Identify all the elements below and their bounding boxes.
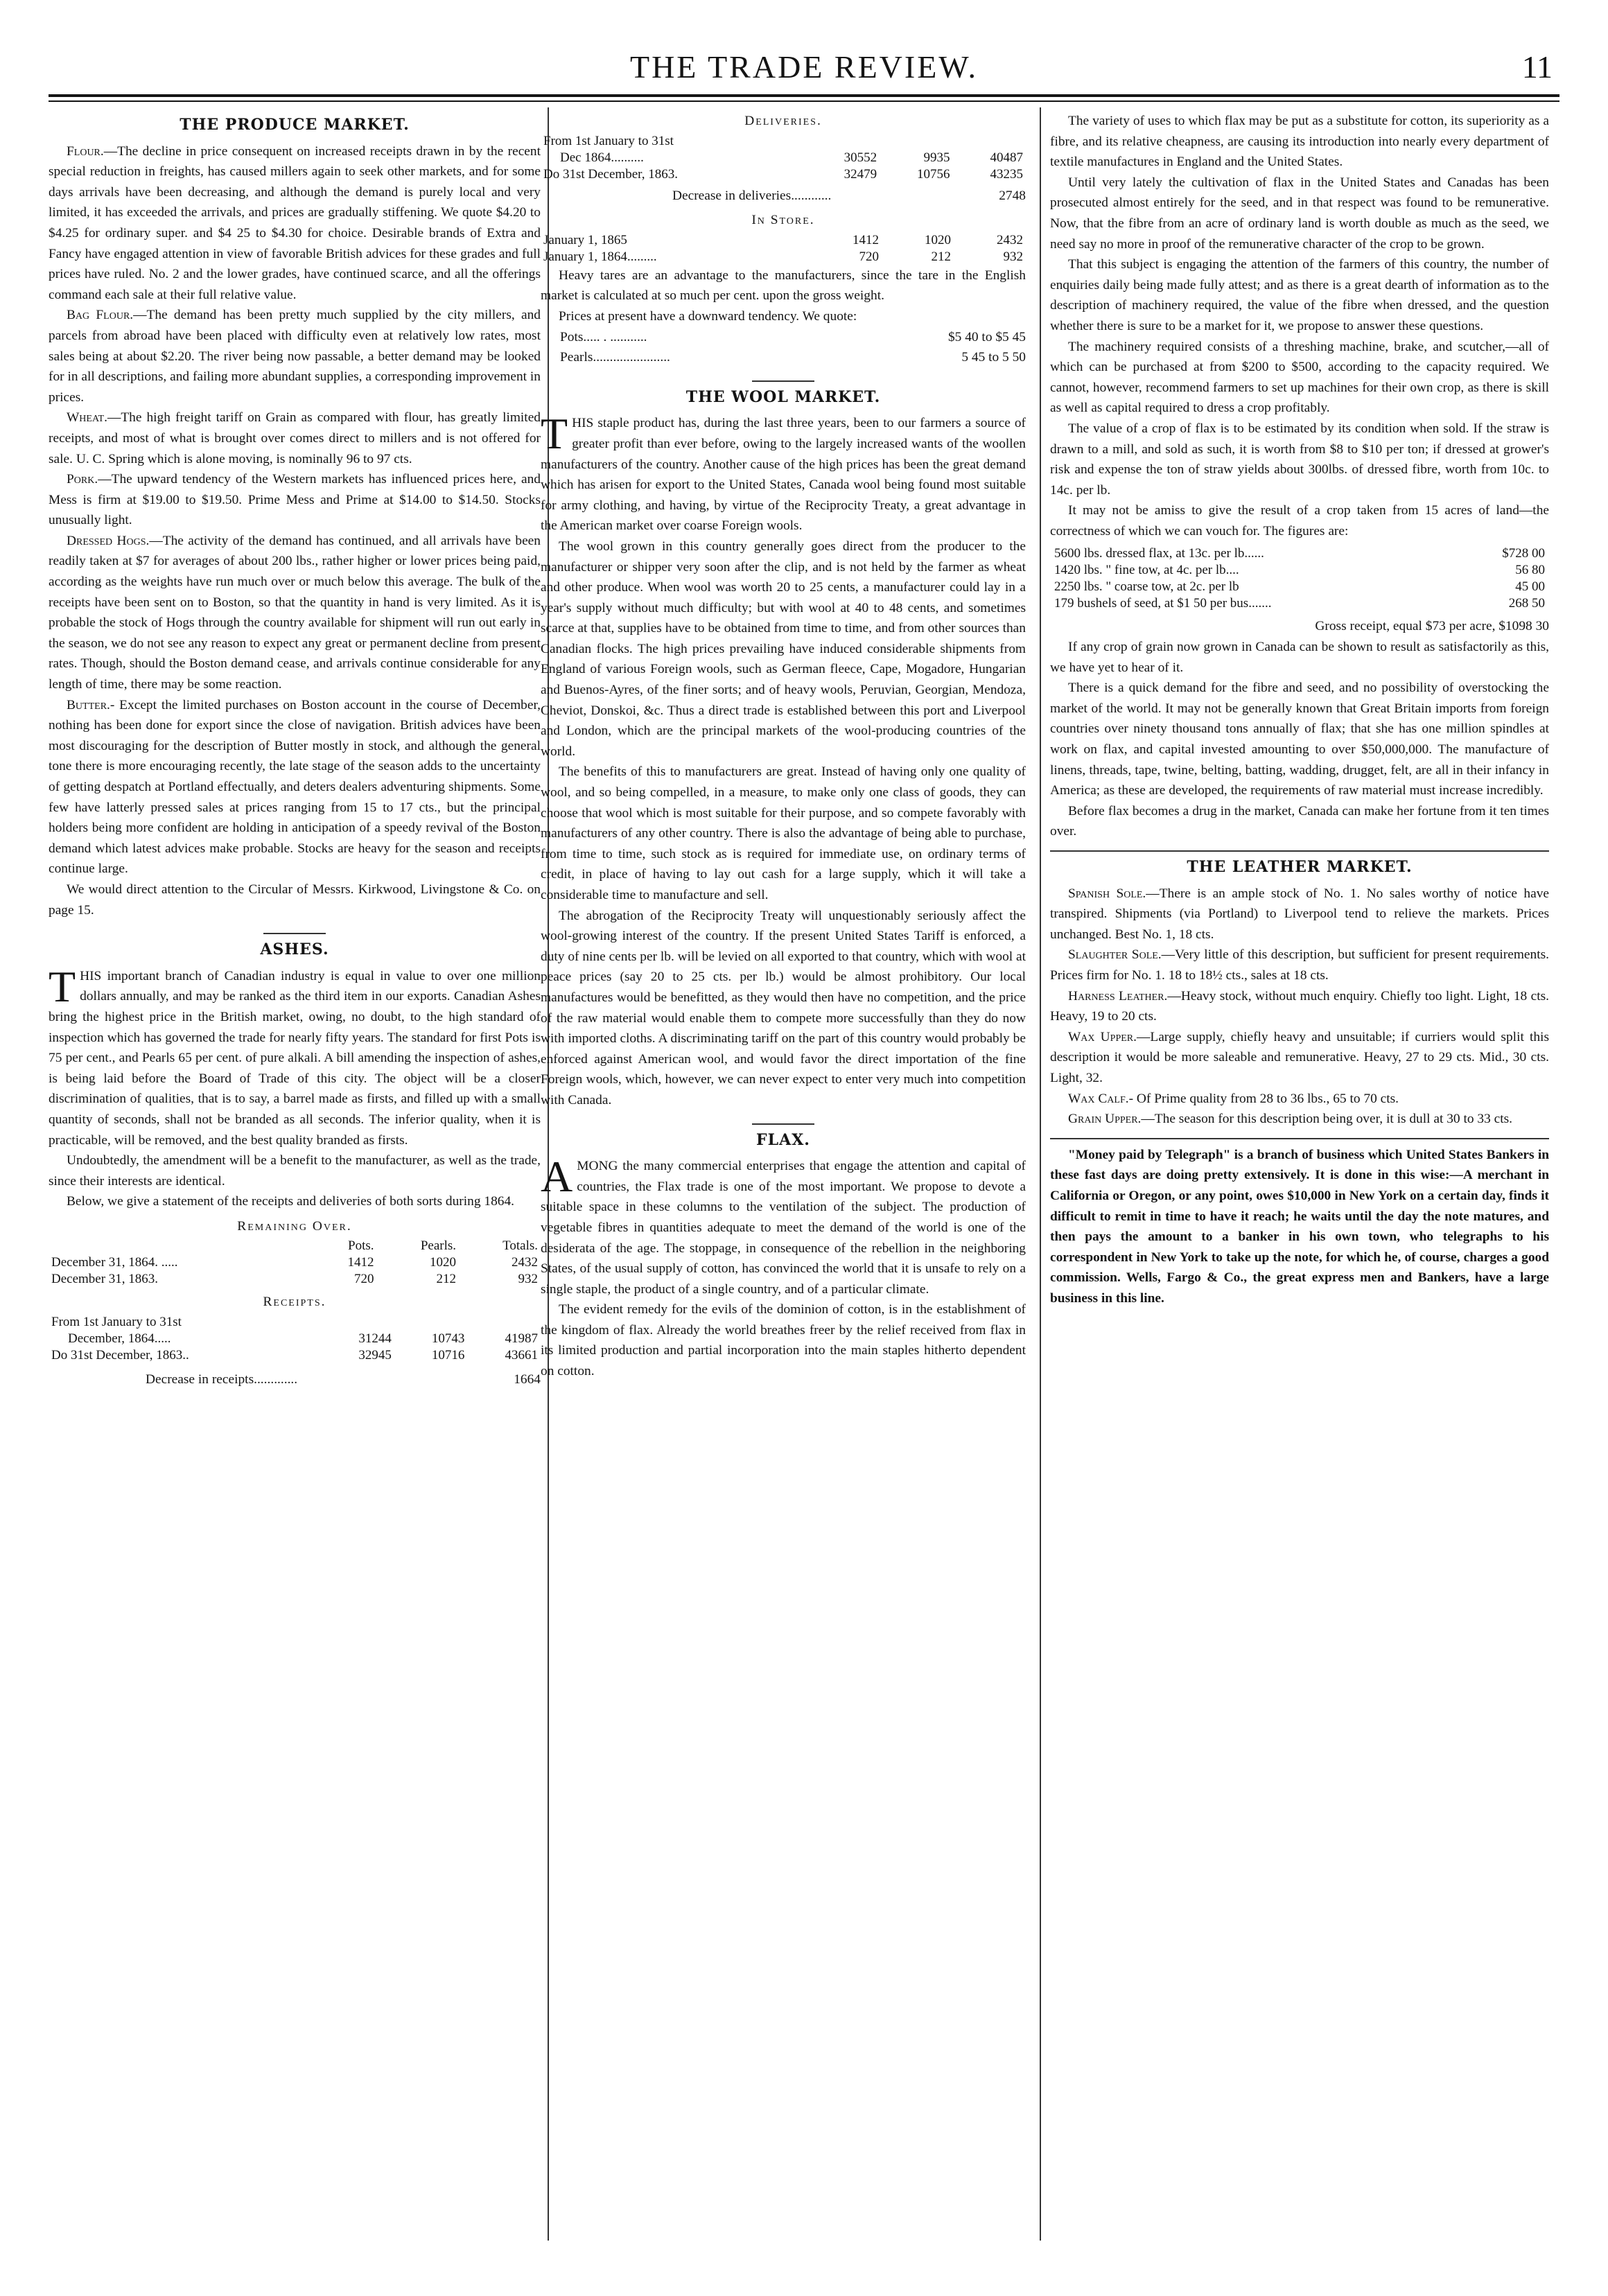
section-divider bbox=[752, 380, 814, 382]
butter-text: - Except the limited purchases on Boston account in the course of December, nothing has been done for export since the close of navigation. British advices have been most discouraging for the description of Butter mostly in stock, and although the general tone there is more encouraging recently, the late stage of the season adds to the uncertainty of getting despatch at Portland effectually, and deters dealers adventuring shipments. Some few have latterly pressed sales at prices ranging from 15 to 17 cts., but the principal holders being more confident are holding in anticipation of a speedy revival of the Boston demand which latest advices make probable. Stocks are heavy for the season and receipts continue large. bbox=[49, 697, 541, 877]
section-divider bbox=[752, 1123, 814, 1125]
wheat-label: Wheat. bbox=[67, 410, 107, 426]
bag-flour-label: Bag Flour. bbox=[67, 308, 134, 323]
column-divider bbox=[1040, 107, 1041, 2241]
section-divider bbox=[1050, 850, 1549, 852]
ashes-heading: ASHES. bbox=[260, 940, 329, 959]
table-row: December 31, 1863. 720 212 932 bbox=[51, 1272, 538, 1287]
prices-paragraph: Prices at present have a downward tendency. We quote: bbox=[559, 308, 857, 324]
hogs-label: Dressed Hogs. bbox=[67, 533, 150, 548]
remaining-over-heading: Remaining Over. bbox=[237, 1218, 352, 1234]
ashes-paragraph-3: Below, we give a statement of the receipts and deliveries of both sorts during 1864. bbox=[67, 1194, 515, 1209]
table-row: From 1st January to 31st bbox=[51, 1315, 182, 1330]
table-row: 179 bushels of seed, at $1 50 per bus....... 268 50 bbox=[1054, 596, 1545, 611]
flax-paragraph-4: Until very lately the cultivation of flax in the United States and Canadas has been prosecuted almost entirely for the seed, and in that respect was found to be remunerative. Now, that the fibre from an acre of ordinary land is worth double as much as the seed, we need say no more in proof of the remunerative character of the crop to be grown. bbox=[1050, 175, 1549, 252]
flax-heading: FLAX. bbox=[756, 1130, 810, 1149]
table-row: Do 31st December, 1863.. 32945 10716 43661 bbox=[51, 1348, 538, 1363]
section-divider bbox=[1050, 1138, 1549, 1139]
table-row: 1420 lbs. " fine tow, at 4c. per lb.... 56 80 bbox=[1054, 563, 1545, 578]
col-totals: Totals. bbox=[503, 1238, 538, 1254]
remaining-over-table bbox=[49, 1238, 541, 1288]
running-head bbox=[42, 43, 1566, 91]
pork-text: —The upward tendency of the Western markets has influenced prices here, and Mess is firm at $19.00 to $19.50. Prime Mess and Prime at $14.00 to $14.50. Stocks unusually light. bbox=[49, 472, 541, 528]
harness-leather-paragraph: Harness Leather.—Heavy stock, without much enquiry. Chiefly too light. Light, 18 cts. Heavy, 19 to 20 cts. bbox=[1050, 988, 1550, 1024]
wool-paragraph-3: The benefits of this to manufacturers are great. Instead of having only one quality of wool, and so being compelled, in a measure, to make only one class of goods, they can choose that wool which is most suitable for their purpose, and so compete favorably with manufacturers of any other country. There is also the advantage of being able to purchase, from time to time, such stock as is required for immediate use, on ordinary terms of credit, in place of having to lay out cash for a large supply, which it will take a considerable time to manufacture and sell. bbox=[541, 764, 1026, 902]
table-row: Dec 1864.......... 30552 9935 40487 bbox=[560, 150, 1023, 165]
deliveries-table bbox=[541, 133, 1026, 183]
flax-paragraph-1: AMONG the many commercial enterprises that engage the attention and capital of countries, the Flax trade is one of the most important. We propose to devote a suitable space in these columns to the ventilation of the subject. The production of vegetable fibres in quantities adequate to meet the demand of the world is one of the desiderata of the age. The stoppage, in consequence of the rebellion in the neighboring States, of the usual supply of cotton, has convinced the world that it is unsafe to rely on a single staple, the product of a single country, and of a particular climate. bbox=[541, 1152, 1026, 1297]
leather-market-heading: THE LEATHER MARKET. bbox=[1187, 858, 1413, 876]
table-row: From 1st January to 31st bbox=[543, 133, 674, 148]
flax-paragraph-2: The evident remedy for the evils of the dominion of cotton, is in the establishment of the kingdom of flax. Already the world breathes freer by the relief received from flax in its limited production and partial incorporation into the main staples hitherto dependent on cotton. bbox=[541, 1302, 1026, 1379]
wool-paragraph-1: THIS staple product has, during the last three years, been to our farmers a source of greater profit than ever before, owing to the largely increased wants of the woollen manufacturers of the country. Another cause of the high prices has been the great demand which has arisen for export to the United States, Canada wool being found most suitable for army clothing, and having, by virtue of the Reciprocity Treaty, a great advantage in the American market over coarse Foreign wools. bbox=[541, 409, 1026, 534]
table-header-row bbox=[49, 1238, 541, 1254]
bag-flour-text: —The demand has been pretty much supplied by the city millers, and parcels from abroad have been placed with difficulty even at relatively low rates, most sales being at about $2.20. The river being now passable, a better demand may be looked for in all descriptions, and failing more abundant supplies, a corresponding improvement in prices. bbox=[49, 308, 541, 405]
flax-paragraph-5: That this subject is engaging the attention of the farmers of this country, the number of enquiries daily being made fully attest; and as there is a great dearth of information as to the description of machinery required, the value of the fibre when dressed, and the question whether there is sure to be a market for it, we propose to answer these questions. bbox=[1050, 257, 1549, 333]
section-divider bbox=[263, 933, 326, 934]
ashes-paragraph-2: Undoubtedly, the amendment will be a benefit to the manufacturer, as well as the trade, since their interests are identical. bbox=[49, 1153, 541, 1189]
wheat-paragraph bbox=[49, 408, 541, 469]
flax-paragraph-6: The machinery required consists of a threshing machine, brake, and scutcher,—all of which can be purchased at from $200 to $500, according to the capacity required. We cannot, however, recommend farmers to set up machines for their own crop, as there is skill as well as capital required to dress a crop profitably. bbox=[1050, 339, 1549, 416]
flax-crop-table bbox=[1050, 545, 1549, 612]
flax-dropcap: A bbox=[541, 1152, 573, 1202]
gross-receipt-line: Gross receipt, equal $73 per acre, $1098 30 bbox=[1315, 619, 1549, 634]
butter-label: Butter. bbox=[67, 697, 110, 712]
table-row: Do 31st December, 1863. 32479 10756 43235 bbox=[543, 166, 1023, 182]
flour-text: —The decline in price consequent on increased receipts drawn in by the recent special reduction in freights, has caused millers again to seek other markets, and for some days arrivals have been decreasing, and although the demand is purely local and very limited, it has exceeded the arrivals, and prices are gradually stiffening. We quote $4.20 to $4.25 for ordinary super. and $4 25 to $4.30 for choice. Desirable brands of Extra and Fancy have engaged attention in view of favorable British advices for these grades and full prices have ruled. No. 2 and the lower grades, have continued scarce, and all the offerings command each sale at their full relative value. bbox=[49, 143, 541, 302]
header-rule bbox=[49, 94, 1559, 97]
flax-paragraph-7: The value of a crop of flax is to be estimated by its condition when sold. If the straw is drawn to a mill, and sold as such, it is worth from $8 to $10 per ton; if dressed at grower's risk and expense the ton of straw yields about 300lbs. of dressed fibre, worth from 10c. to 14c. per lb. bbox=[1050, 421, 1549, 498]
pork-label: Pork. bbox=[67, 472, 98, 487]
table-row: December 31, 1864. ..... 1412 1020 2432 bbox=[51, 1255, 538, 1270]
col-pearls: Pearls. bbox=[420, 1238, 457, 1254]
slaughter-sole-paragraph: Slaughter Sole.—Very little of this description, but sufficient for present requirements. Prices firm for No. 1. 18 to 18½ cts., sales at 18 cts. bbox=[1050, 947, 1549, 983]
ashes-dropcap: T bbox=[49, 961, 76, 1011]
butter-paragraph bbox=[49, 695, 541, 879]
quote-row-pearls: Pearls....................... 5 45 to 5 50 bbox=[560, 350, 1026, 365]
produce-market-heading: THE PRODUCE MARKET. bbox=[180, 116, 410, 134]
table-row: January 1, 1864......... 720 212 932 bbox=[543, 249, 1023, 264]
column-3 bbox=[1050, 111, 1549, 1308]
hogs-text: —The activity of the demand has continued, and all arrivals have been readily taken at $7 for averages of about 200 lbs., rather higher or lower prices being paid, according as the weights have run much over or much below this average. The bulk of the receipts have been sent on to Boston, so that the quantity in hand is very limited. As it is probable the stock of Hogs through the country available for shipment will run out early in the season, we do not see any reason to expect any great or permanent decline from present rates. Though, should the Boston demand cease, and arrivals continue considerable for any length of time, there may be some reaction. bbox=[49, 533, 541, 692]
telegraph-paragraph: "Money paid by Telegraph" is a branch of business which United States Bankers in these fast days are doing pretty extensively. It is done in this wise:—A merchant in California or Oregon, or any point, owes $10,000 in New York on a certain day, finds it difficult to remit in time to have it reach; he waits until the day the note matures, and then pays the amount to a banker in his own town, who telegraphs to his correspondent in New York to take up the note, for which he, of course, charges a good commission. Wells, Fargo & Co., the great express men and Bankers, have a large business in this line. bbox=[1050, 1147, 1549, 1306]
masthead-title: THE TRADE REVIEW. bbox=[629, 49, 978, 85]
flax-paragraph-11: Before flax becomes a drug in the market, Canada can make her fortune from it ten times over. bbox=[1050, 803, 1549, 839]
in-store-table bbox=[541, 232, 1026, 265]
col-pots: Pots. bbox=[348, 1238, 374, 1254]
grain-upper-paragraph: Grain Upper.—The season for this description being over, it is dull at 30 to 33 cts. bbox=[1068, 1112, 1512, 1127]
deliveries-decrease-row: Decrease in deliveries............ 2748 bbox=[672, 188, 1026, 203]
bag-flour-paragraph bbox=[49, 305, 541, 408]
column-1 bbox=[49, 111, 541, 1390]
wool-dropcap: T bbox=[541, 409, 568, 459]
ashes-paragraph-1: THIS important branch of Canadian industry is equal in value to over one million dollars annually, and may be ranked as the third item in our exports. Canadian Ashes bring the highest price in the British market, owing, no doubt, to the high standard of inspection which has governed the trade for nearly fifty years. The standard for first Pots is 75 per cent., and Pearls 65 per cent. of pure alkali. A bill amending the inspection of ashes, is being laid before the Board of Trade of this city. The object will be a closer discrimination of qualities, that is to say, a barrel made as firsts, and filled up with a small quantity of seconds, shall not be branded as all seconds. The inferior quality, when it is practicable, will be removed, and the best quality branded as firsts. bbox=[49, 961, 541, 1148]
flour-paragraph bbox=[49, 141, 541, 306]
pork-paragraph bbox=[49, 469, 541, 531]
in-store-heading: In Store. bbox=[751, 213, 815, 228]
table-row: December, 1864..... 31244 10743 41987 bbox=[68, 1331, 538, 1347]
flax-paragraph-3: The variety of uses to which flax may be put as a substitute for cotton, its superiority as a fibre, and its relative cheapness, are causing its introduction into nearly every department of textile manufactures in England and the United States. bbox=[1050, 114, 1549, 170]
hogs-paragraph bbox=[49, 531, 541, 695]
spanish-sole-paragraph: Spanish Sole.—There is an ample stock of No. 1. No sales worthy of notice have transpired. Shipments (via Portland) to Liverpool tend to relieve the markets. Prices unchanged. Best No. 1, 18 cts. bbox=[1050, 886, 1549, 942]
flax-paragraph-8: It may not be amiss to give the result of a crop taken from 15 acres of land—the correctness of which we can vouch for. The figures are: bbox=[1050, 503, 1549, 538]
flax-paragraph-9: If any crop of grain now grown in Canada can be shown to result as satisfactorily as this, we have yet to hear of it. bbox=[1050, 640, 1549, 675]
flax-paragraph-10: There is a quick demand for the fibre and seed, and no possibility of overstocking the market of the world. It may not be generally known that Great Britain imports from foreign countries over ninety thousand tons annually of flax; that she has one million spindles at work on flax, and capital invested amounting to over $50,000,000. The manufacture of linens, threads, tape, twine, belting, batting, wadding, drugget, felt, are all in their infancy in America; as these are developed, the requirements of raw material must increase incredibly. bbox=[1050, 681, 1549, 798]
quote-row-pots: Pots..... . ........... $5 40 to $5 45 bbox=[560, 329, 1026, 344]
wool-paragraph-4: The abrogation of the Reciprocity Treaty will unquestionably seriously affect the wool-growing interest of the country. If the present United States Tariff is enforced, a duty of nine cents per lb. will be levied on all exported to that country, which with wool at peace prices (say 20 to 25 cts. per lb.) would be almost prohibitory. Our local manufactures would be benefitted, as they would then have no competition, and the price of the raw material would enable them to compete more successfully than they do now with imported cloths. A discriminating tariff on the part of this country would probably be enforced against American wool, and would favor the direct importation of the fine Foreign wools, which, however, we can never expect to enter very much into competition with Canada. bbox=[541, 908, 1026, 1107]
receipts-table bbox=[49, 1314, 541, 1364]
table-row: January 1, 1865 1412 1020 2432 bbox=[543, 232, 1023, 247]
flour-label: Flour. bbox=[67, 143, 104, 159]
deliveries-heading: Deliveries. bbox=[744, 114, 822, 128]
table-row: 5600 lbs. dressed flax, at 13c. per lb...... $728 00 bbox=[1054, 546, 1545, 561]
table-row: 2250 lbs. " coarse tow, at 2c. per lb 45 00 bbox=[1054, 579, 1545, 595]
page-number: 11 bbox=[1521, 49, 1553, 85]
tares-paragraph: Heavy tares are an advantage to the manufacturers, since the tare in the English market is calculated at so much per cent. upon the gross weight. bbox=[541, 268, 1026, 304]
wool-market-heading: THE WOOL MARKET. bbox=[685, 387, 881, 406]
wheat-text: —The high freight tariff on Grain as compared with flour, has greatly limited receipts, and most of what is brought over comes direct to millers and is not offered for sale. U. C. Spring which is alone moving, is nominally 96 to 97 cts. bbox=[49, 410, 541, 466]
receipts-heading: Receipts. bbox=[263, 1295, 326, 1310]
circular-paragraph: We would direct attention to the Circular of Messrs. Kirkwood, Livingstone & Co. on page 15. bbox=[49, 882, 541, 918]
receipts-decrease-row: Decrease in receipts............. 1664 bbox=[146, 1372, 541, 1387]
wax-upper-paragraph: Wax Upper.—Large supply, chiefly heavy and unsuitable; if curriers would split this description it would be more saleable and remunerative. Heavy, 27 to 29 cts. Mid., 30 cts. Light, 32. bbox=[1050, 1029, 1549, 1085]
header-rule-thin bbox=[49, 100, 1559, 102]
wax-calf-paragraph: Wax Calf.- Of Prime quality from 28 to 36 lbs., 65 to 70 cts. bbox=[1068, 1091, 1399, 1106]
column-2 bbox=[541, 111, 1026, 1382]
wool-paragraph-2: The wool grown in this country generally goes direct from the producer to the manufacturer or shipper very soon after the clip, and is not held by the farmer as wheat and other produce. When wool was worth 20 to 25 cents, a manufacturer could lay in a year's supply without much difficulty; but with wool at 40 to 48 cents, and sometimes scarce at that, supplies have to be obtained from time to time, and from other sources than Canadian flocks. The high prices prevailing have induced considerable shipments from England of various Foreign wools, such as German fleece, Cape, Mogadore, Hungarian and Buenos-Ayres, of the finer sorts; and of heavy wools, Peruvian, Georgian, Mendoza, Cheviot, Donskoi, &c. Thus a direct trade is established between this port and Liverpool and London, which are the principal markets of the wool-producing countries of the world. bbox=[541, 538, 1026, 759]
